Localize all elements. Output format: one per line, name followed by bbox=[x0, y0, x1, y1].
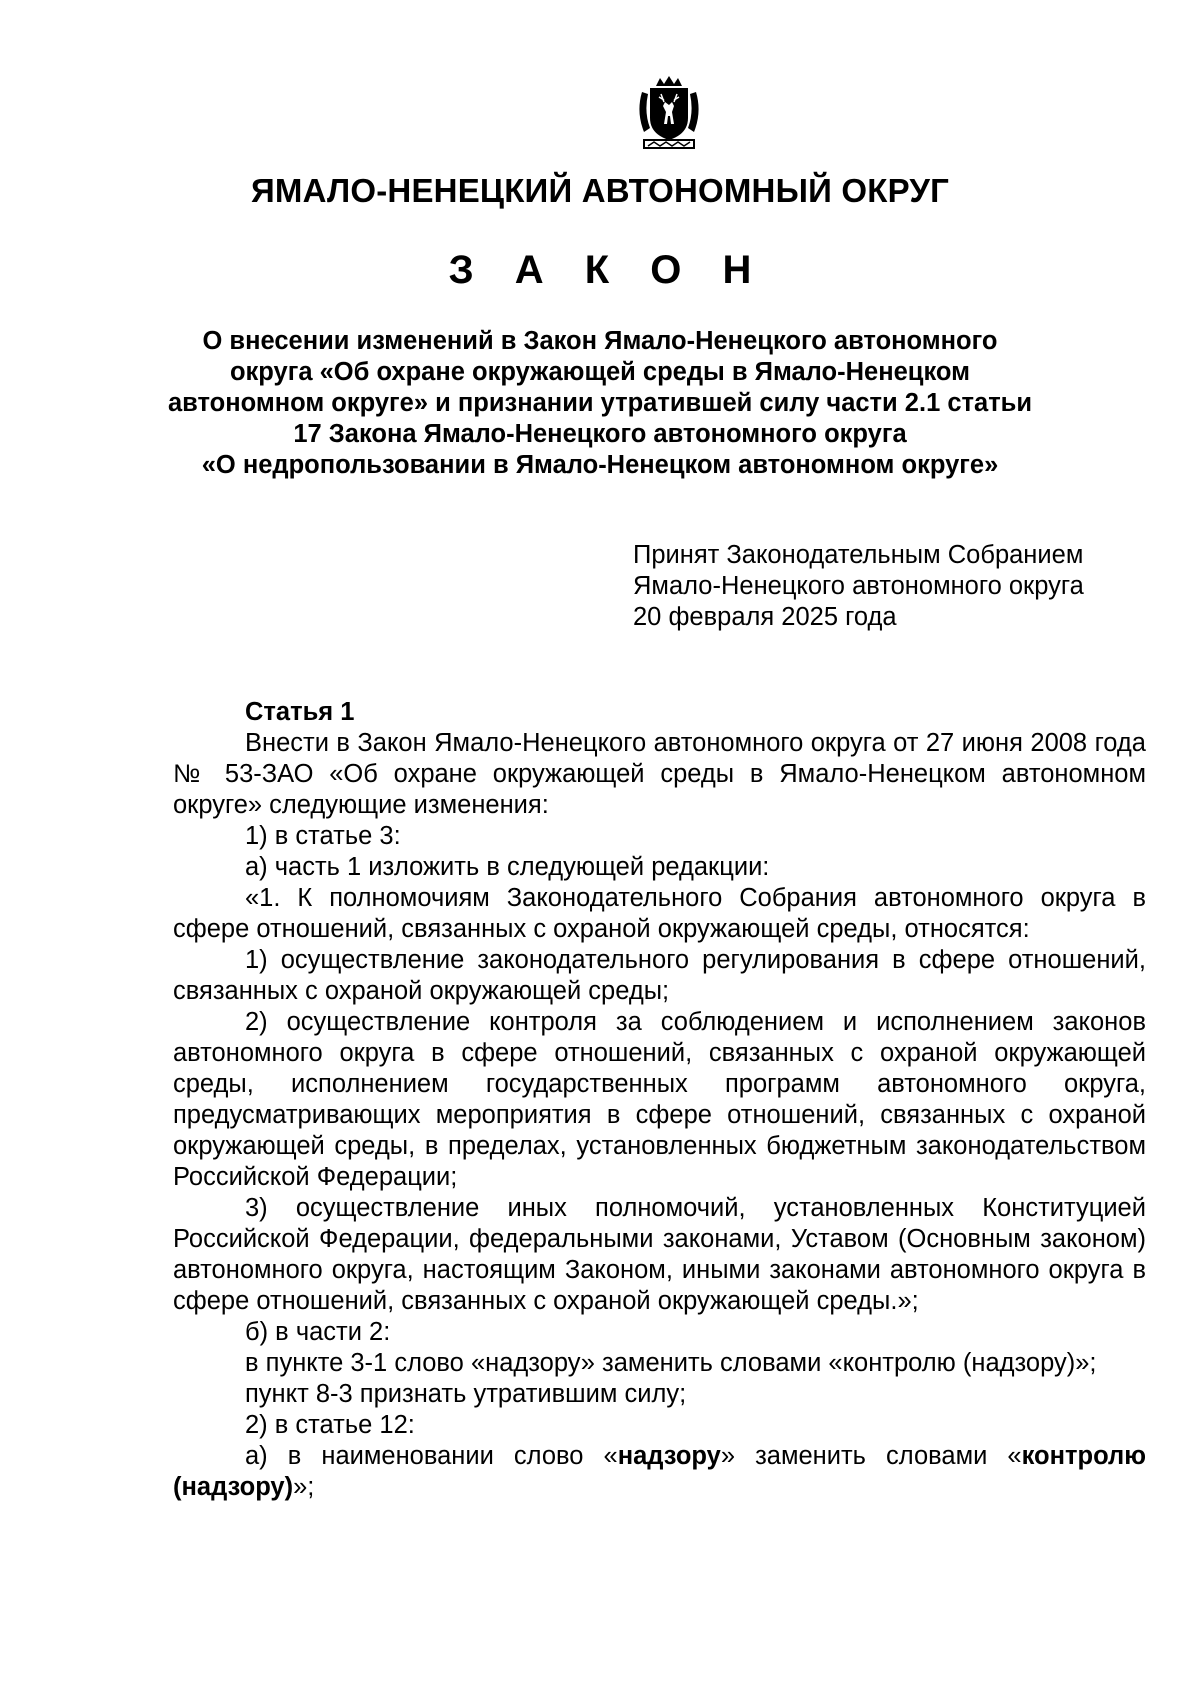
paragraph-last bbox=[173, 1441, 1146, 1503]
paragraph: б) в части 2: bbox=[245, 1318, 391, 1346]
adoption-line: Ямало-Ненецкого автономного округа bbox=[633, 572, 1084, 600]
adoption-line: Принят Законодательным Собранием bbox=[633, 541, 1084, 569]
document-type: З А К О Н bbox=[448, 248, 767, 292]
coat-of-arms-icon bbox=[628, 72, 710, 154]
paragraph: 1) осуществление законодательного регулирования в сфере отношений, связанных с охраной окружающей среды; bbox=[173, 946, 1146, 1005]
adoption-line: 20 февраля 2025 года bbox=[633, 603, 897, 631]
paragraph: 2) в статье 12: bbox=[245, 1411, 415, 1439]
bold-term: контролю (надзору) bbox=[173, 1442, 1146, 1501]
coat-of-arms-emblem bbox=[628, 72, 710, 154]
law-title-line: О внесении изменений в Закон Ямало-Ненецкого автономного bbox=[202, 327, 998, 355]
paragraph: «1. К полномочиям Законодательного Собрания автономного округа в сфере отношений, связанных с охраной окружающей среды, относятся: bbox=[173, 884, 1146, 943]
law-title-line: автономном округе» и признании утратившей силу части 2.1 статьи bbox=[167, 389, 1033, 417]
paragraph: в пункте 3-1 слово «надзору» заменить словами «контролю (надзору)»; bbox=[245, 1349, 1097, 1377]
paragraph: 2) осуществление контроля за соблюдением и исполнением законов автономного округа в сфере отношений, связанных с охраной окружающей среды, исполнением государственных программ автономного округа, предусматривающих мероприятия в сфере отношений, связанных с охраной окружающей среды, в пределах, установленных бюджетным законодательством Российской Федерации; bbox=[173, 1008, 1146, 1191]
law-title bbox=[160, 326, 1040, 481]
paragraph: Внести в Закон Ямало-Ненецкого автономного округа от 27 июня 2008 года № 53-ЗАО «Об охране окружающей среды в Ямало-Ненецком автономном округе» следующие изменения: bbox=[173, 729, 1146, 819]
paragraph: 1) в статье 3: bbox=[245, 822, 401, 850]
law-title-line: 17 Закона Ямало-Ненецкого автономного округа bbox=[293, 420, 907, 448]
paragraph: а) часть 1 изложить в следующей редакции: bbox=[245, 853, 770, 881]
article-heading: Статья 1 bbox=[245, 698, 355, 726]
article-body bbox=[173, 697, 1146, 1503]
text-run: »; bbox=[293, 1473, 315, 1501]
text-run: а) в наименовании слово « bbox=[245, 1442, 618, 1470]
law-title-line: «О недропользовании в Ямало-Ненецком автономном округе» bbox=[201, 451, 999, 479]
text-run: » заменить словами « bbox=[720, 1442, 1022, 1470]
region-name: ЯМАЛО-НЕНЕЦКИЙ АВТОНОМНЫЙ ОКРУГ bbox=[250, 172, 950, 209]
adoption-note bbox=[633, 540, 1153, 633]
paragraph: пункт 8-3 признать утратившим силу; bbox=[245, 1380, 687, 1408]
paragraph: 3) осуществление иных полномочий, установленных Конституцией Российской Федерации, федеральными законами, Уставом (Основным законом) автономного округа, настоящим Законом, иными законами автономного округа в сфере отношений, связанных с охраной окружающей среды.»; bbox=[173, 1194, 1146, 1315]
bold-term: надзору bbox=[617, 1442, 721, 1470]
law-title-line: округа «Об охране окружающей среды в Ямало-Ненецком bbox=[229, 358, 971, 386]
